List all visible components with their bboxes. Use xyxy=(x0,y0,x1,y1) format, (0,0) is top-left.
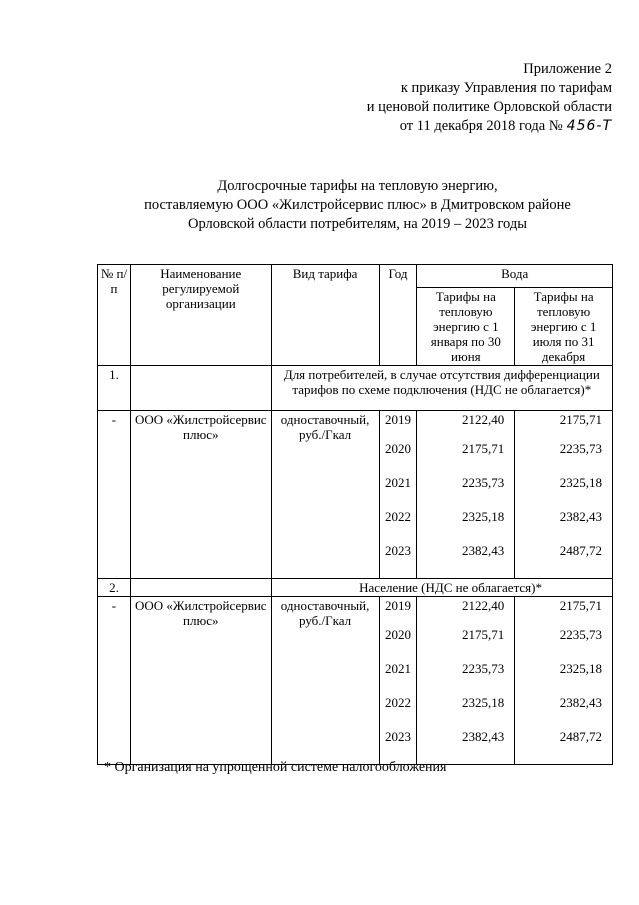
period2-values xyxy=(515,597,613,765)
row-num: - xyxy=(98,411,131,579)
section-row xyxy=(98,579,613,597)
year-cell: 2019 xyxy=(385,598,411,613)
year-cell: 2019 xyxy=(385,412,411,427)
year-list xyxy=(379,411,417,579)
tariff-value: 2175,71 xyxy=(559,412,602,427)
title-line1: Долгосрочные тарифы на тепловую энергию, xyxy=(217,178,498,194)
tariff-value: 2382,43 xyxy=(461,543,505,558)
tariff-value: 2235,73 xyxy=(461,475,505,490)
header-year: Год xyxy=(379,265,417,366)
period1-values xyxy=(417,597,515,765)
tariff-value: 2325,18 xyxy=(461,509,505,524)
attachment-line4 xyxy=(367,117,612,136)
row-num: - xyxy=(98,597,131,765)
year-cell: 2023 xyxy=(385,729,411,744)
year-list xyxy=(379,597,417,765)
tariff-value: 2122,40 xyxy=(461,412,505,427)
tariff-value: 2325,18 xyxy=(559,475,602,490)
tariff-value: 2235,73 xyxy=(559,627,602,642)
tariff-value: 2487,72 xyxy=(559,543,602,558)
year-cell: 2020 xyxy=(385,441,411,456)
header-period1: Тарифы на тепловую энергию с 1 января по 30 июня xyxy=(417,288,515,366)
title-line2: поставляемую ООО «Жилстройсервис плюс» в Дмитровском районе xyxy=(144,197,571,213)
section-title: Для потребителей, в случае отсутствия дифференциации тарифов по схеме подключения (НДС не облагается)* xyxy=(271,366,612,411)
title-line3: Орловской области потребителям, на 2019 – 2023 годы xyxy=(188,216,527,232)
handwritten-order-number: 456-Т xyxy=(566,118,612,134)
org-name: ООО «Жилстройсервис плюс» xyxy=(130,597,271,765)
year-cell: 2023 xyxy=(385,543,411,558)
period1-values xyxy=(417,411,515,579)
attachment-line2: к приказу Управления по тарифам xyxy=(400,80,612,96)
tariff-value: 2382,43 xyxy=(461,729,505,744)
tariff-value: 2235,73 xyxy=(559,441,602,456)
tariff-value: 2325,18 xyxy=(461,695,505,710)
period2-values xyxy=(515,411,613,579)
year-cell: 2021 xyxy=(385,475,411,490)
tariff-value: 2487,72 xyxy=(559,729,602,744)
document-title xyxy=(100,177,615,234)
tariff-value: 2382,43 xyxy=(559,509,602,524)
tariff-type: одноставочный, руб./Гкал xyxy=(271,597,379,765)
order-date: от 11 декабря 2018 года № xyxy=(399,118,563,134)
tariff-value: 2175,71 xyxy=(559,598,602,613)
year-cell: 2020 xyxy=(385,627,411,642)
tariff-type: одноставочный, руб./Гкал xyxy=(271,411,379,579)
org-name: ООО «Жилстройсервис плюс» xyxy=(130,411,271,579)
table-row xyxy=(98,597,613,765)
tariff-value: 2325,18 xyxy=(559,661,602,676)
attachment-line3: и ценовой политике Орловской области xyxy=(366,99,612,115)
header-tariff-type: Вид тарифа xyxy=(271,265,379,366)
year-cell: 2022 xyxy=(385,509,411,524)
tariff-table xyxy=(97,264,613,765)
tariff-value: 2382,43 xyxy=(559,695,602,710)
section-num: 2. xyxy=(98,579,131,597)
header-water: Вода xyxy=(417,265,613,288)
section-row xyxy=(98,366,613,411)
year-cell: 2022 xyxy=(385,695,411,710)
table-row xyxy=(98,411,613,579)
attachment-header xyxy=(367,60,612,136)
attachment-line1: Приложение 2 xyxy=(523,61,612,77)
tariff-value: 2175,71 xyxy=(461,627,505,642)
header-period2: Тарифы на тепловую энергию с 1 июля по 31 декабря xyxy=(515,288,613,366)
table-header-row xyxy=(98,265,613,288)
section-num: 1. xyxy=(98,366,131,411)
year-cell: 2021 xyxy=(385,661,411,676)
header-org: Наименование регулируемой организации xyxy=(130,265,271,366)
tariff-value: 2175,71 xyxy=(461,441,505,456)
header-num: № п/п xyxy=(98,265,131,366)
section-title: Население (НДС не облагается)* xyxy=(271,579,612,597)
tariff-value: 2122,40 xyxy=(461,598,505,613)
tariff-value: 2235,73 xyxy=(461,661,505,676)
footnote: * Организация на упрощенной системе налогообложения xyxy=(104,760,447,775)
